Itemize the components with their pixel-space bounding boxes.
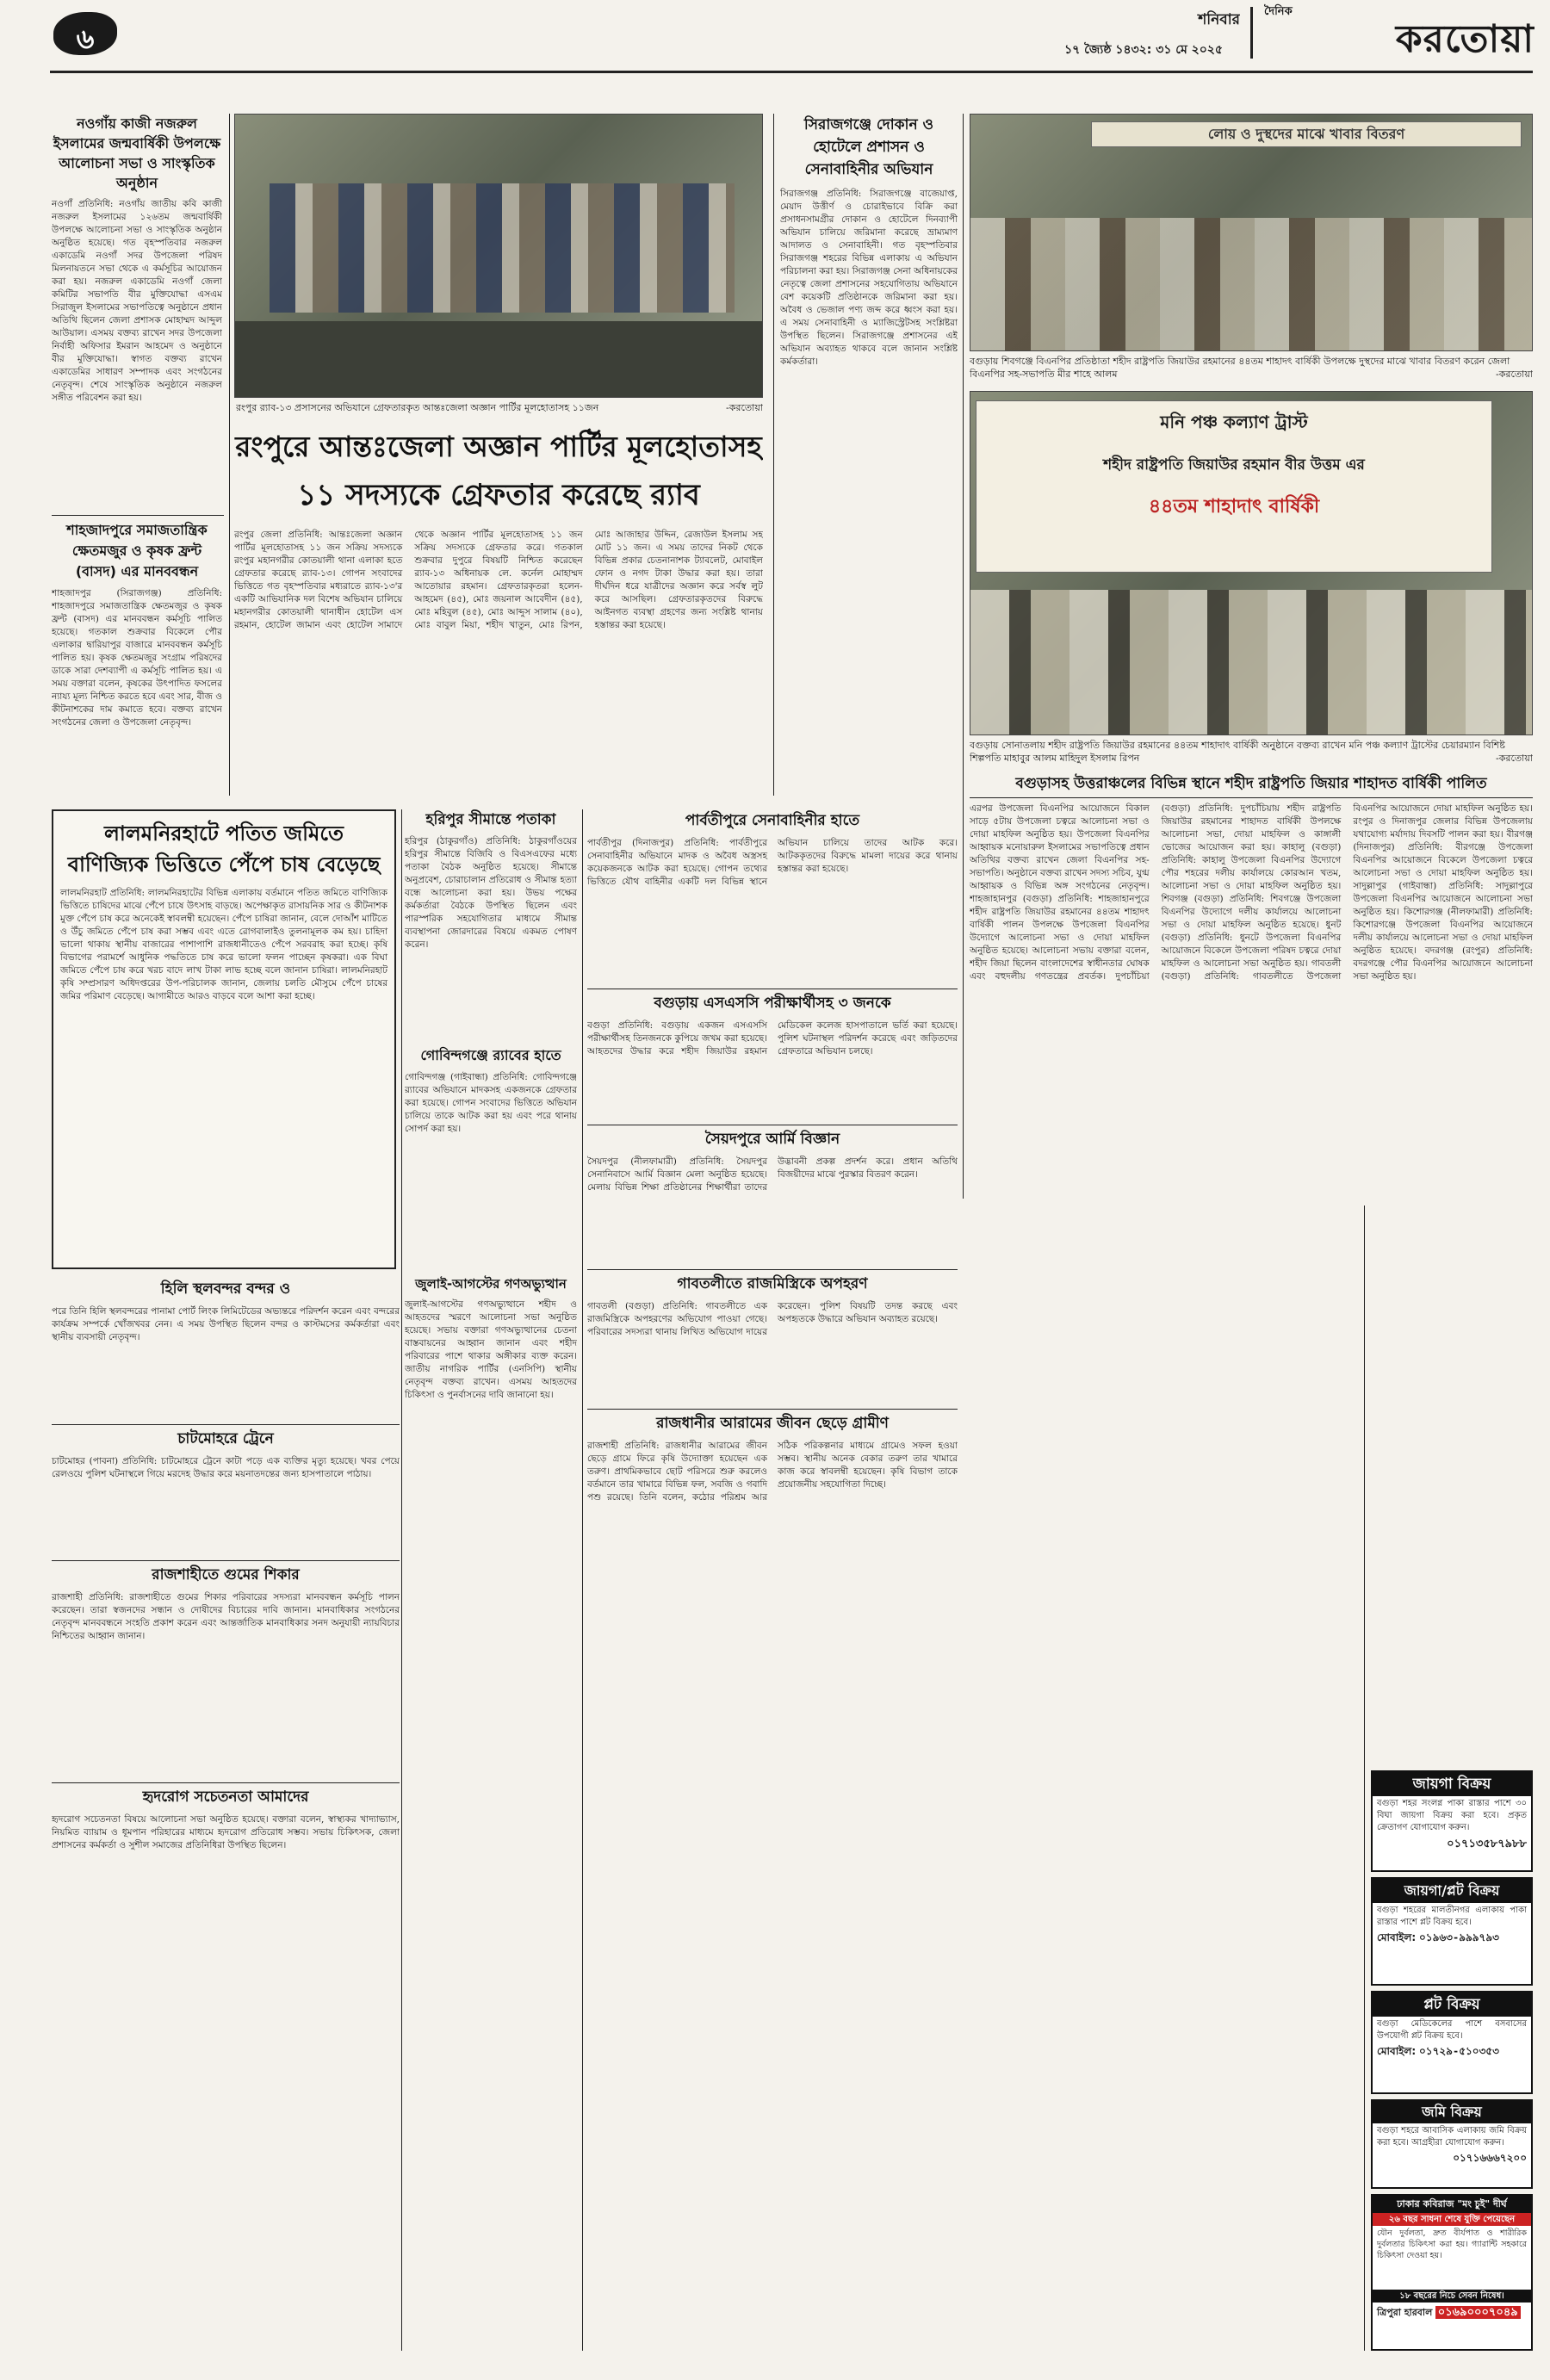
rajshahi-gum-headline: রাজশাহীতে গুমের শিকার [152, 1566, 300, 1584]
heart-article [52, 1786, 400, 2351]
rab-photo [234, 114, 763, 398]
july-headline: জুলাই-আগস্টের গণঅভ্যুত্থান [415, 1276, 567, 1292]
july-article [405, 1274, 577, 1705]
hilli-headline: হিলি স্থলবন্দর বন্দর ও [160, 1280, 291, 1298]
gabtali-body: গাবতলী (বগুড়া) প্রতিনিধি: গাবতলীতে এক রাজমিস্ত্রিকে অপহরণের অভিযোগ পাওয়া গেছে। পরিবারের সদস্যরা থানায় লিখিত অভিযোগ দায়ের করেছেন। পুলিশ বিষয়টি তদন্ত করছে এবং অপহৃতকে উদ্ধারে অভিযান অব্যাহত রয়েছে। [587, 1301, 958, 1337]
ziaur-food-photo [970, 114, 1533, 351]
ssc-headline: বগুড়ায় এসএসসি পরীক্ষার্থীসহ ৩ জনকে [654, 995, 891, 1012]
papaya-headline: লালমনিরহাটে পতিত জমিতে বাণিজ্যিক ভিত্তিতে পেঁপে চাষ বেড়েছে [67, 821, 381, 877]
hilli-article [52, 1278, 400, 1421]
chatmohar-body: চাটমোহর (পাবনা) প্রতিনিধি: চাটমোহরে ট্রেনে কাটা পড়ে এক ব্যক্তির মৃত্যু হয়েছে। খবর পেয়ে রেলওয়ে পুলিশ ঘটনাস্থলে গিয়ে মরদেহ উদ্ধার করে ময়নাতদন্তের জন্য হাসপাতালে পাঠায়। [52, 1456, 400, 1479]
harirampur-article [405, 809, 577, 1042]
ad-plot-sale-2-body: বগুড়া মেডিকেলের পাশে বসবাসের উপযোগী প্লট বিক্রয় হবে। [1377, 2019, 1527, 2041]
issue-date: ১৭ জ্যৈষ্ঠ ১৪৩২: ৩১ মে ২০২৫ [1064, 43, 1223, 57]
july-body: জুলাই-আগস্টের গণঅভ্যুত্থানে শহীদ ও আহতদের স্মরণে আলোচনা সভা অনুষ্ঠিত হয়েছে। সভায় বক্তারা গণঅভ্যুত্থানের চেতনা বাস্তবায়নের আহ্বান জানান এবং শহীদ পরিবারের পাশে থাকার অঙ্গীকার ব্যক্ত করেন। জাতীয় নাগরিক পার্টির (এনসিপি) স্থানীয় নেতৃবৃন্দ বক্তব্য রাখেন। এসময় আহতদের চিকিৎসা ও পুনর্বাসনের দাবি জানানো হয়। [405, 1299, 577, 1400]
army-headline: সৈয়দপুরে আর্মি বিজ্ঞান [704, 1131, 840, 1148]
ziaur-headline: বগুড়াসহ উত্তরাঞ্চলের বিভিন্ন স্থানে শহীদ রাষ্ট্রপতি জিয়ার শাহাদত বার্ষিকী পালিত [1015, 775, 1487, 792]
ad-plot-sale-1-title: জায়গা/প্লট বিক্রয় [1373, 1879, 1531, 1903]
ssc-article [587, 992, 958, 1121]
chatmohar-article [52, 1428, 400, 1557]
ad-land-sale-2-phone: ০১৭১৬৬৬৭২০০ [1453, 2152, 1527, 2164]
nazrul-article [52, 114, 222, 510]
ad-plot-sale-1 [1371, 1877, 1533, 1986]
rajshahi-life-body: রাজশাহী প্রতিনিধি: রাজধানীর আরামের জীবন ছেড়ে গ্রামে ফিরে কৃষি উদ্যোক্তা হয়েছেন এক তরুণ। প্রাথমিকভাবে ছোট পরিসরে শুরু করলেও বর্তমানে তার খামারে বিভিন্ন ফল, সবজি ও গবাদি পশু রয়েছে। তিনি বলেন, কঠোর পরিশ্রম আর সঠিক পরিকল্পনার মাধ্যমে গ্রামেও সফল হওয়া সম্ভব। স্থানীয় অনেক বেকার তরুণ তার খামারে কাজ করে স্বাবলম্বী হয়েছেন। কৃষি বিভাগ তাকে প্রয়োজনীয় সহযোগিতা দিচ্ছে। [587, 1441, 958, 1503]
ad-land-sale-phone: ০১৭১৩৫৮৭৯৮৮ [1447, 1838, 1527, 1850]
ad-plot-sale-1-phone: ০১৯৬৩-৯৯৯৭৯৩ [1418, 1931, 1499, 1943]
ad-land-sale [1371, 1770, 1533, 1872]
ziaur-body: এরপর উপজেলা বিএনপির আয়োজনে বিকাল সাড়ে ৫টায় উপজেলা চত্বরে আলোচনা সভা ও দোয়া মাহফিল অনুষ্ঠিত হয়। উপজেলা বিএনপির আহ্বায়ক মনোয়ারুল ইসলামের সভাপতিত্বে প্রধান অতিথির বক্তব্য রাখেন জেলা বিএনপির সহ-সভাপতি। অনুষ্ঠানে বক্তব্য রাখেন সদস্য সচিব, যুগ্ম আহ্বায়ক ও বিভিন্ন অঙ্গ সংগঠনের নেতৃবৃন্দ। শাহজাহানপুর (বগুড়া) প্রতিনিধি: শাহজাহানপুরে শহীদ রাষ্ট্রপতি জিয়াউর রহমানের ৪৪তম শাহাদৎ বার্ষিকী পালন উপলক্ষে উপজেলা বিএনপির উদ্যোগে আলোচনা সভা ও দোয়া মাহফিল অনুষ্ঠিত হয়েছে। আলোচনা সভায় বক্তারা বলেন, শহীদ জিয়া ছিলেন বাংলাদেশের স্বাধীনতার ঘোষক এবং বহুদলীয় গণতন্ত্রের প্রবর্তক। দুপচাঁচিয়া (বগুড়া) প্রতিনিধি: দুপচাঁচিয়ায় শহীদ রাষ্ট্রপতি জিয়াউর রহমানের শাহাদত বার্ষিকী উপলক্ষে আলোচনা সভা, দোয়া মাহফিল ও কাঙ্গালী ভোজের আয়োজন করা হয়। কাহালু (বগুড়া) প্রতিনিধি: কাহালু উপজেলা বিএনপির উদ্যোগে পৌর শহরের দলীয় কার্যালয়ে কোরআন খতম, আলোচনা সভা ও দোয়া মাহফিল অনুষ্ঠিত হয়। শিবগঞ্জ (বগুড়া) প্রতিনিধি: শিবগঞ্জে উপজেলা বিএনপির উদ্যোগে দলীয় কার্যালয়ে আলোচনা সভা ও দোয়া মাহফিল অনুষ্ঠিত হয়েছে। ধুনট (বগুড়া) প্রতিনিধি: ধুনটে উপজেলা বিএনপির আয়োজনে বিকেলে উপজেলা পরিষদ চত্বরে দোয়া মাহফিল ও আলোচনা সভা অনুষ্ঠিত হয়। গাবতলী (বগুড়া) প্রতিনিধি: গাবতলীতে উপজেলা বিএনপির আয়োজনে দোয়া মাহফিল অনুষ্ঠিত হয়। রংপুর ও দিনাজপুর জেলার বিভিন্ন উপজেলায় যথাযোগ্য মর্যাদায় দিবসটি পালন করা হয়। বীরগঞ্জ (দিনাজপুর) প্রতিনিধি: বীরগঞ্জে উপজেলা বিএনপির আয়োজনে বিকেলে উপজেলা চত্বরে আলোচনা সভা ও দোয়া মাহফিল অনুষ্ঠিত হয়। সাদুল্লাপুর (গাইবান্ধা) প্রতিনিধি: সাদুল্লাপুরে উপজেলা বিএনপির আয়োজনে আলোচনা সভা অনুষ্ঠিত হয়। কিশোরগঞ্জ (নীলফামারী) প্রতিনিধি: কিশোরগঞ্জে উপজেলা বিএনপির আয়োজনে দলীয় কার্যালয়ে আলোচনা সভা ও দোয়া মাহফিল অনুষ্ঠিত হয়েছে। বদরগঞ্জ (রংপুর) প্রতিনিধি: বদরগঞ্জে পৌর বিএনপির আয়োজনে আলোচনা সভা অনুষ্ঠিত হয়। [970, 803, 1533, 982]
gobindaganj-headline: গোবিন্দগঞ্জে র‍্যাবের হাতে [420, 1047, 561, 1063]
page-number-badge [53, 12, 117, 55]
hilli-body: পরে তিনি হিলি স্থলবন্দরের পানামা পোর্ট লিংক লিমিটেডের অভ্যন্তরে পরিদর্শন করেন এবং বন্দরের কার্যক্রম সম্পর্কে খোঁজখবর নেন। এ সময় উপস্থিত ছিলেন বন্দর ও কাস্টমসের কর্মকর্তারা এবং স্থানীয় ব্যবসায়ী নেতৃবৃন্দ। [52, 1306, 400, 1342]
heart-body: হৃদরোগ সচেতনতা বিষয়ে আলোচনা সভা অনুষ্ঠিত হয়েছে। বক্তারা বলেন, স্বাস্থ্যকর খাদ্যাভ্যাস, নিয়মিত ব্যায়াম ও ধূমপান পরিহারের মাধ্যমে হৃদরোগ প্রতিরোধ সম্ভব। সভায় চিকিৎসক, জেলা প্রশাসনের কর্মকর্তা ও সুশীল সমাজের প্রতিনিধিরা উপস্থিত ছিলেন। [52, 1814, 400, 1850]
rajshahi-gum-article [52, 1564, 400, 1779]
ad-kabiraj-phone: ০১৬৯০০০৭০৪৯ [1435, 2306, 1521, 2319]
rab-body: রংপুর জেলা প্রতিনিধি: আন্তঃজেলা অজ্ঞান পার্টির মূলহোতাসহ ১১ জন সক্রিয় সদস্যকে রংপুর মহানগরীর কোতয়ালী থানা এলাকা হতে গ্রেফতার করেছে র‍্যাব-১৩। গোপন সংবাদের ভিত্তিতে গত বৃহস্পতিবার মধ্যরাতে র‍্যাব-১৩'র একটি আভিযানিক দল বিশেষ অভিযান চালিয়ে মহানগরীর কোতয়ালী থানাধীন হোটেল এস রহমান, হোটেল জামান এবং হোটেল সামাদে থেকে অজ্ঞান পার্টির মূলহোতাসহ ১১ জন সক্রিয় সদস্যকে গ্রেফতার করে। গতকাল শুক্রবার দুপুরে বিষয়টি নিশ্চিত করেছেন র‍্যাব-১৩ অধিনায়ক লে. কর্নেল মোহাম্মদ আতোয়ার রহমান। গ্রেফতারকৃতরা হলেন- আহমেদ (৪৫), মোঃ জয়নাল আবেদীন (৪৫), মোঃ মহিবুল (৪৫), মোঃ আব্দুস সালাম (৪০), মোঃ বাবুল মিয়া, শহীদ খাতুন, মোঃ রিপন, মোঃ আজাহার উদ্দিন, রেজাউল ইসলাম সহ মোট ১১ জন। এ সময় তাদের নিকট থেকে বিভিন্ন প্রকার চেতনানাশক ট্যাবলেট, মোবাইল ফোন ও নগদ টাকা উদ্ধার করা হয়। তারা দীর্ঘদিন ধরে যাত্রীদের অজ্ঞান করে সর্বস্ব লুট করে আসছিল। গ্রেফতারকৃতদের বিরুদ্ধে আইনগত ব্যবস্থা গ্রহণের জন্য সংশ্লিষ্ট থানায় হস্তান্তর করা হয়েছে। [234, 530, 763, 630]
gabtali-headline: গাবতলীতে রাজমিস্ত্রিকে অপহরণ [677, 1275, 868, 1292]
harirampur-headline: হরিপুর সীমান্তে পতাকা [425, 811, 556, 828]
papaya-body: লালমনিরহাট প্রতিনিধি: লালমনিরহাটের বিভিন্ন এলাকায় বর্তমানে পতিত জমিতে বাণিজ্যিক ভিত্তিতে চাষিদের মাঝে পেঁপে চাষে উৎসাহ বাড়ছে। অপেক্ষাকৃত রাসায়নিক সার ও কীটনাশক মুক্ত পেঁপে চাষ করে অনেকেই স্বাবলম্বী হয়েছেন। পেঁপে চাষিরা জানান, বেলে দোআঁশ মাটিতে ও উঁচু জমিতে পেঁপে চাষ করা সম্ভব এবং এতে রোগবালাইও তুলনামূলক কম হয়। চাহিদা ভালো থাকায় স্থানীয় বাজারের পাশাপাশি রাজধানীতেও পেঁপে সরবরাহ করা হচ্ছে। কৃষি বিভাগের পরামর্শে আধুনিক পদ্ধতিতে চাষ করে ভালো ফলন পাচ্ছেন কৃষকরা। এক বিঘা জমিতে পেঁপে চাষ করে খরচ বাদে লাখ টাকা লাভ হচ্ছে বলে জানান চাষিরা। লালমনিরহাট কৃষি সম্প্রসারণ অধিদপ্তরের উপ-পরিচালক জানান, জেলায় চলতি মৌসুমে পেঁপে চাষের জমির পরিমাণ বেড়েছে। আগামীতে আরও বাড়বে বলে আশা করা হচ্ছে। [60, 888, 388, 1001]
sirajganj-article [780, 114, 958, 796]
ad-kabiraj-footer: ত্রিপুরা হারবাল [1377, 2307, 1433, 2318]
issue-day: শনিবার [1198, 11, 1240, 28]
ad-kabiraj-body: যৌন দুর্বলতা, দ্রুত বীর্যপাত ও শারীরিক দুর্বলতার চিকিৎসা করা হয়। গ্যারান্টি সহকারে চিকিৎসা দেওয়া হয়। [1377, 2228, 1527, 2260]
ziaur-speech-caption: বগুড়ায় সোনাতলায় শহীদ রাষ্ট্রপতি জিয়াউর রহমানের ৪৪তম শাহাদাৎ বার্ষিকী অনুষ্ঠানে বক্তব্য রাখেন মনি পঞ্চ কল্যাণ ট্রাস্টের চেয়ারম্যান বিশিষ্ট শিল্পপতি মাহাবুর আলম মাহিদুল ইসলাম রিপন -করতোয়া [970, 740, 1533, 764]
ad-kabiraj-subtitle: ২৬ বছর সাধনা শেষে যুক্তি পেয়েছেন [1373, 2213, 1531, 2226]
rab-headline-1: রংপুরে আন্তঃজেলা অজ্ঞান পার্টির মূলহোতাসহ [235, 430, 762, 463]
rajshahi-life-headline: রাজধানীর আরামের জীবন ছেড়ে গ্রামীণ [656, 1415, 889, 1432]
rab-photo-caption: রংপুর র‍্যাব-১৩ প্রসাসনের অভিযানে গ্রেফতারকৃত আন্তঃজেলা অজ্ঞান পার্টির মূলহোতাসহ ১১জন [236, 402, 599, 413]
brand-logo: করতোয়া [1395, 17, 1534, 61]
army-body: সৈয়দপুর (নীলফামারী) প্রতিনিধি: সৈয়দপুর সেনানিবাসে আর্মি বিজ্ঞান মেলা অনুষ্ঠিত হয়েছে। মেলায় বিভিন্ন শিক্ষা প্রতিষ্ঠানের শিক্ষার্থীরা তাদের উদ্ভাবনী প্রকল্প প্রদর্শন করে। প্রধান অতিথি বিজয়ীদের মাঝে পুরস্কার বিতরণ করেন। [587, 1156, 958, 1193]
ad-land-sale-2-title: জমি বিক্রয় [1373, 2101, 1531, 2123]
ad-land-sale-2 [1371, 2099, 1533, 2189]
page-number: ৬ [76, 22, 95, 52]
ad-plot-sale-2 [1371, 1991, 1533, 2094]
ad-kabiraj-title: ঢাকার কবিরাজ "মং চুই" দীর্ঘ [1373, 2196, 1531, 2213]
papaya-article [52, 809, 396, 1269]
parbatipur-headline: পার্বতীপুরে সেনাবাহিনীর হাতে [685, 812, 860, 829]
brand-small: দৈনিক [1264, 5, 1293, 18]
rab-photo-credit: -করতোয়া [726, 402, 763, 413]
ziaur-speech-banner: মনি পঞ্চ কল্যাণ ট্রাস্ট শহীদ রাষ্ট্রপতি জিয়াউর রহমান বীর উত্তম এর ৪৪তম শাহাদাৎ বার্ষিকী [976, 400, 1492, 573]
gobindaganj-body: গোবিন্দগঞ্জ (গাইবান্ধা) প্রতিনিধি: গোবিন্দগঞ্জে র‍্যাবের অভিযানে মাদকসহ একজনকে গ্রেফতার করা হয়েছে। গোপন সংবাদের ভিত্তিতে অভিযান চালিয়ে তাকে আটক করা হয় এবং পরে থানায় সোপর্দ করা হয়। [405, 1072, 577, 1134]
ad-plot-sale-2-title: প্লট বিক্রয় [1373, 1993, 1531, 2017]
ad-plot-sale-2-phone-label: মোবাইল: [1377, 2045, 1417, 2057]
parbatipur-body: পার্বতীপুর (দিনাজপুর) প্রতিনিধি: পার্বতীপুরে সেনাবাহিনীর অভিযানে মাদক ও অবৈধ অস্ত্রসহ কয়েকজনকে আটক করা হয়েছে। গোপন তথ্যের ভিত্তিতে যৌথ বাহিনীর একটি দল বিভিন্ন স্থানে অভিযান চালিয়ে তাদের আটক করে। আটককৃতদের বিরুদ্ধে মামলা দায়ের করে থানায় হস্তান্তর করা হয়েছে। [587, 838, 958, 887]
ad-land-sale-body: বগুড়া শহর সংলগ্ন পাকা রাস্তার পাশে ৩০ বিঘা জায়গা বিক্রয় করা হবে। প্রকৃত ক্রেতাগণ যোগাযোগ করুন। [1377, 1799, 1527, 1832]
ad-plot-sale-2-phone: ০১৭২৯-৫১০৩৫৩ [1418, 2045, 1499, 2057]
basad-article [52, 520, 222, 796]
ad-kabiraj [1371, 2194, 1533, 2351]
sirajganj-headline: সিরাজগঞ্জে দোকান ও হোটেলে প্রশাসন ও সেনাবাহিনীর অভিযান [803, 116, 934, 178]
gobindaganj-article [405, 1045, 577, 1269]
ziaur-food-caption: বগুড়ায় শিবগঞ্জে বিএনপির প্রতিষ্ঠাতা শহীদ রাষ্ট্রপতি জিয়াউর রহমানের ৪৪তম শাহাদৎ বার্ষিকী উপলক্ষে দুস্থদের মাঝে খাবার বিতরণ করেন জেলা বিএনপির সহ-সভাপতি মীর শাহে আলম -করতোয়া [970, 356, 1533, 380]
rajshahi-gum-body: রাজশাহী প্রতিনিধি: রাজশাহীতে গুমের শিকার পরিবারের সদস্যরা মানববন্ধন কর্মসূচি পালন করেছেন। তারা স্বজনদের সন্ধান ও দোষীদের বিচারের দাবি জানান। মানবাধিকার সংগঠনের নেতৃবৃন্দ মানববন্ধনে সংহতি প্রকাশ করেন এবং আন্তর্জাতিক মানবাধিকার সনদ অনুযায়ী ন্যায়বিচার নিশ্চিতের আহ্বান জানান। [52, 1592, 400, 1641]
heart-headline: হৃদরোগ সচেতনতা আমাদের [142, 1788, 309, 1806]
basad-headline: শাহজাদপুরে সমাজতান্ত্রিক ক্ষেতমজুর ও কৃষক ফ্রন্ট (বাসদ) এর মানববন্ধন [66, 522, 208, 580]
ad-plot-sale-1-body: বগুড়া শহরের মালতীনগর এলাকায় পাকা রাস্তার পাশে প্লট বিক্রয় হবে। [1377, 1906, 1527, 1927]
basad-body: শাহজাদপুর (সিরাজগঞ্জ) প্রতিনিধি: শাহজাদপুরে সমাজতান্ত্রিক ক্ষেতমজুর ও কৃষক ফ্রন্ট (বাসদ) এর মানববন্ধন কর্মসূচি পালিত হয়েছে। গতকাল শুক্রবার বিকেলে পৌর এলাকার দ্বারিয়াপুর বাজারে মানববন্ধন কর্মসূচি পালিত হয়। কৃষক ক্ষেতমজুর সংগ্রাম পরিষদের ডাকে সারা দেশব্যাপী এ কর্মসূচি পালিত হয়। এ সময় বক্তারা বলেন, কৃষকের উৎপাদিত ফসলের ন্যায্য মূল্য নিশ্চিত করতে হবে এবং সার, বীজ ও কীটনাশকের দাম কমাতে হবে। বক্তব্য রাখেন সংগঠনের জেলা ও উপজেলা নেতৃবৃন্দ। [52, 588, 222, 728]
harirampur-body: হরিপুর (ঠাকুরগাঁও) প্রতিনিধি: ঠাকুরগাঁওয়ের হরিপুর সীমান্তে বিজিবি ও বিএসএফের মধ্যে পতাকা বৈঠক অনুষ্ঠিত হয়েছে। সীমান্তে অনুপ্রবেশ, চোরাচালান প্রতিরোধ ও সীমান্ত হত্যা বন্ধে আলোচনা করা হয়। উভয় পক্ষের কর্মকর্তারা বৈঠকে উপস্থিত ছিলেন এবং পারস্পরিক সহযোগিতার মাধ্যমে সীমান্ত ব্যবস্থাপনা জোরদারের বিষয়ে একমত পোষণ করেন। [405, 836, 577, 950]
chatmohar-headline: চাটমোহরে ট্রেনে [177, 1430, 274, 1447]
masthead-rule [50, 71, 1533, 73]
nazrul-headline: নওগাঁয় কাজী নজরুল ইসলামের জন্মবার্ষিকী উপলক্ষে আলোচনা সভা ও সাংস্কৃতিক অনুষ্ঠান [53, 115, 221, 191]
ad-land-sale-2-body: বগুড়া শহরে আবাসিক এলাকায় জমি বিক্রয় করা হবে। আগ্রহীরা যোগাযোগ করুন। [1377, 2126, 1527, 2148]
gabtali-article [587, 1273, 958, 1405]
rajshahi-life-article [587, 1412, 958, 2351]
ziaur-food-banner: লোয় ও দুস্থদের মাঝে খাবার বিতরণ [1091, 121, 1522, 147]
ssc-body: বগুড়া প্রতিনিধি: বগুড়ায় একজন এসএসসি পরীক্ষার্থীসহ তিনজনকে কুপিয়ে জখম করা হয়েছে। আহতদের উদ্ধার করে শহীদ জিয়াউর রহমান মেডিকেল কলেজ হাসপাতালে ভর্তি করা হয়েছে। পুলিশ ঘটনাস্থল পরিদর্শন করেছে এবং জড়িতদের গ্রেফতারে অভিযান চলছে। [587, 1020, 958, 1057]
army-article [587, 1128, 958, 1266]
parbatipur-article [587, 809, 958, 985]
nazrul-body: নওগাঁ প্রতিনিধি: নওগাঁয় জাতীয় কবি কাজী নজরুল ইসলামের ১২৬তম জন্মবার্ষিকী উপলক্ষে আলোচনা সভা ও সাংস্কৃতিক অনুষ্ঠান অনুষ্ঠিত হয়েছে। গত বৃহস্পতিবার নজরুল একাডেমি নওগাঁ সদর উপজেলা পরিষদ মিলনায়তনে সভা থেকে এ কর্মসূচির আয়োজন করা হয়। নজরুল একাডেমি নওগাঁ জেলা কমিটির সভাপতি বীর মুক্তিযোদ্ধা এসএম সিরাজুল ইসলামের সভাপতিত্বে অনুষ্ঠানে প্রধান অতিথি ছিলেন জেলা প্রশাসক মোহাম্মদ আব্দুল আউয়াল। এসময় বক্তব্য রাখেন সদর উপজেলা নির্বাহী অফিসার ইমরান আহমেদ ও অনুষ্ঠানে বীর মুক্তিযোদ্ধা। স্বাগত বক্তব্য রাখেন একাডেমির সাধারণ সম্পাদক এবং সংগঠনের নেতৃবৃন্দ। শেষে সাংস্কৃতিক অনুষ্ঠানে নজরুল সঙ্গীত পরিবেশন করা হয়। [52, 199, 222, 403]
rab-headline-2: ১১ সদস্যকে গ্রেফতার করেছে র‍্যাব [297, 478, 700, 512]
masthead [0, 0, 1550, 67]
ad-land-sale-title: জায়গা বিক্রয় [1373, 1772, 1531, 1796]
ziaur-speech-photo [970, 391, 1533, 735]
sirajganj-body: সিরাজগঞ্জ প্রতিনিধি: সিরাজগঞ্জে বাজেয়াপ্ত, মেয়াদ উত্তীর্ণ ও চোরাইভাবে বিক্রি করা প্রসাধনসামগ্রীর দোকান ও হোটেলে দিনব্যাপী অভিযান চালিয়ে জরিমানা করেছে ভ্রাম্যমাণ আদালত ও সেনাবাহিনী। গত বৃহস্পতিবার সিরাজগঞ্জ শহরের বিভিন্ন এলাকায় এ অভিযান পরিচালনা করা হয়। সিরাজগঞ্জ সেনা অধিনায়কের নেতৃত্বে জেলা প্রশাসনের সহযোগিতায় অভিযানে বেশ কয়েকটি প্রতিষ্ঠানকে জরিমানা করা হয়। অবৈধ ও ভেজাল পণ্য জব্দ করে ধ্বংস করা হয়। এ সময় সেনাবাহিনী ও ম্যাজিস্ট্রেটসহ সংশ্লিষ্টরা উপস্থিত ছিলেন। সিরাজগঞ্জে প্রশাসনের এই অভিযান অব্যাহত থাকবে বলে জানান সংশ্লিষ্ট কর্মকর্তারা। [780, 189, 958, 367]
ad-plot-sale-1-phone-label: মোবাইল: [1377, 1931, 1417, 1943]
ad-kabiraj-note: ১৮ বছরের নিচে সেবন নিষেধ। [1373, 2290, 1531, 2303]
